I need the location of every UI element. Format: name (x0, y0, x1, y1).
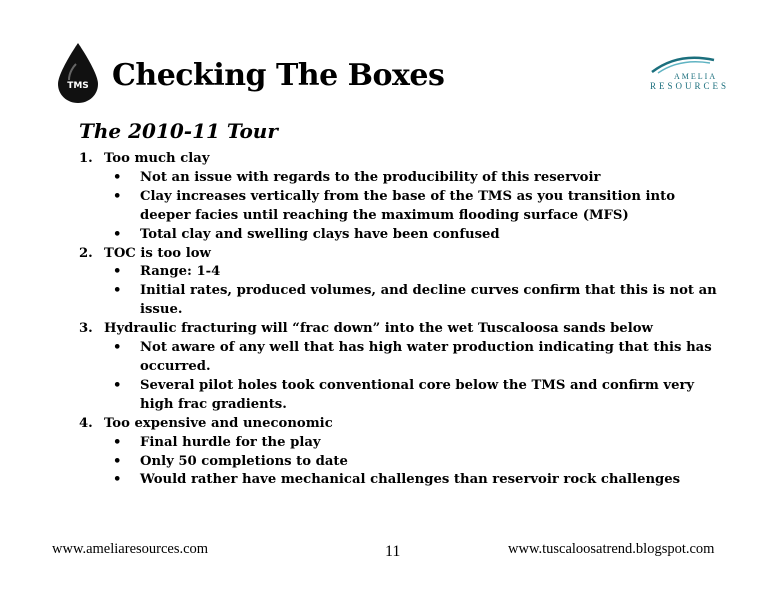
bullet-dot-icon: • (113, 377, 122, 393)
list-item (79, 320, 729, 339)
list-item-number: 1. (79, 151, 93, 166)
bullet-text: Range: 1-4 (140, 264, 221, 280)
bullet-item (79, 226, 729, 245)
bullet-text: Several pilot holes took conventional core below the TMS and confirm very high frac gradients. (140, 377, 695, 412)
bullet-dot-icon: • (113, 188, 122, 204)
brand-line1: AMELIA (674, 72, 718, 81)
bullet-text: Not aware of any well that has high water production indicating that this has occurred. (140, 340, 712, 374)
bullet-dot-icon: • (113, 226, 122, 242)
list-item-text: TOC is too low (104, 245, 211, 261)
bullet-dot-icon: • (113, 453, 122, 469)
bullet-item (79, 339, 729, 377)
brand-line2: RESOURCES (650, 81, 730, 91)
list-item-number: 3. (79, 321, 93, 337)
bullet-text: Final hurdle for the play (140, 434, 321, 450)
bullet-dot-icon: • (113, 169, 122, 185)
bullet-dot-icon: • (113, 340, 122, 356)
footer-right-url: www.tuscaloosatrend.blogspot.com (508, 541, 715, 557)
bullet-item (79, 169, 729, 188)
bullet-item (79, 377, 729, 415)
bullet-dot-icon: • (113, 264, 122, 280)
list-item-text: Hydraulic fracturing will “frac down” into the wet Tuscaloosa sands below (104, 321, 653, 337)
oil-drop-icon (56, 42, 100, 104)
list-item-number: 4. (79, 415, 93, 431)
logo-text: TMS (67, 81, 89, 91)
list-item-number: 2. (79, 245, 93, 261)
bullet-dot-icon: • (113, 434, 122, 450)
bullet-item (79, 471, 729, 490)
bullet-text: Initial rates, produced volumes, and decline curves confirm that this is not an issue. (140, 283, 717, 318)
subtitle: The 2010-11 Tour (79, 119, 278, 143)
tms-logo (56, 42, 100, 104)
bullet-dot-icon: • (113, 472, 122, 488)
bullet-text: Only 50 completions to date (140, 453, 348, 469)
page-number: 11 (385, 543, 401, 560)
amelia-resources-logo (640, 54, 730, 94)
bullet-dot-icon: • (113, 283, 122, 299)
bullet-item (79, 282, 729, 320)
bullet-text: Not an issue with regards to the producibility of this reservoir (140, 169, 601, 185)
numbered-list (79, 150, 729, 490)
list-item (79, 415, 729, 434)
bullet-item (79, 453, 729, 472)
footer-left-url: www.ameliaresources.com (52, 541, 209, 557)
list-item (79, 150, 729, 169)
bullet-text: Clay increases vertically from the base of the TMS as you transition into deeper facies until reaching the maximum flooding surface (MFS) (140, 188, 676, 223)
list-item-text: Too much clay (104, 151, 210, 166)
bullet-text: Total clay and swelling clays have been confused (140, 226, 500, 242)
bullet-item (79, 188, 729, 226)
list-item (79, 245, 729, 264)
list-item-text: Too expensive and uneconomic (104, 415, 333, 431)
bullet-item (79, 263, 729, 282)
bullet-text: Would rather have mechanical challenges than reservoir rock challenges (140, 472, 681, 488)
page-title: Checking The Boxes (112, 58, 445, 93)
bullet-item (79, 434, 729, 453)
wave-arc-icon (648, 54, 718, 74)
